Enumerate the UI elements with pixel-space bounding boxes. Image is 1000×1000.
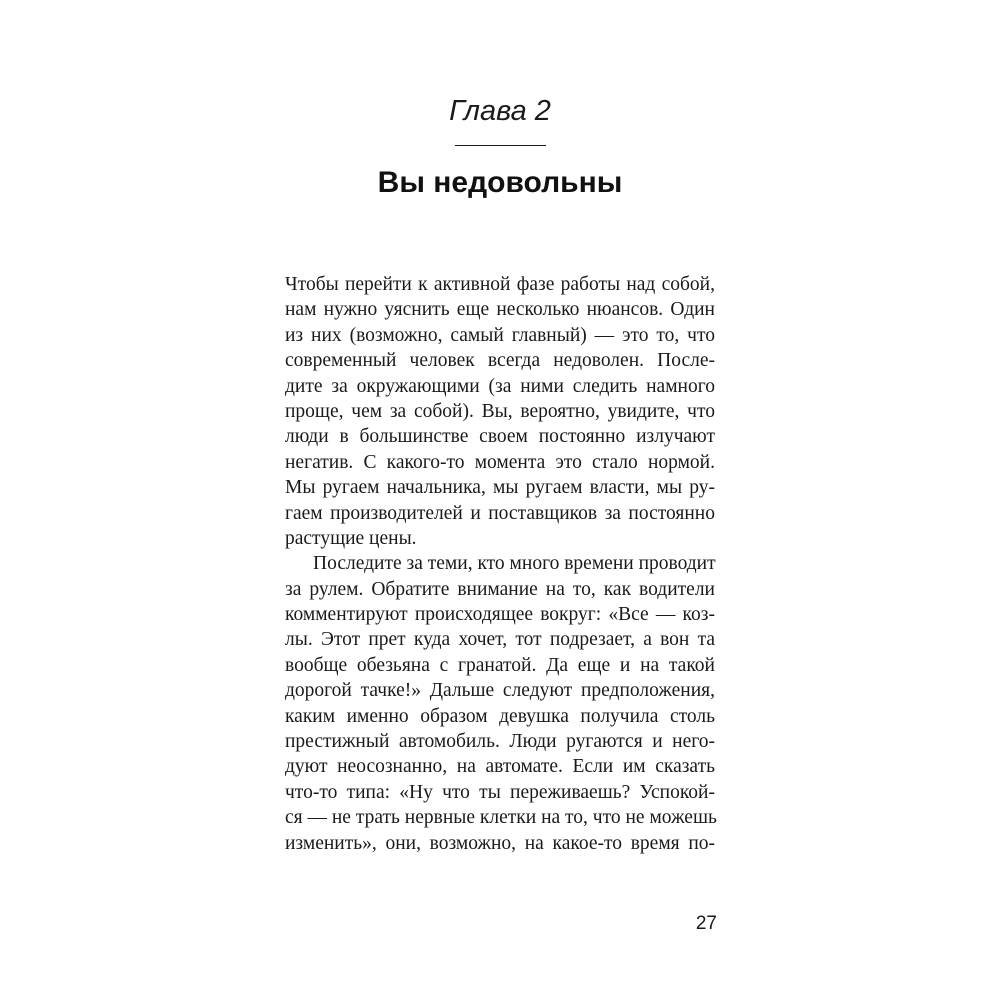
text-line: дите за окружающими (за ними следить намного — [285, 375, 715, 397]
paragraph-2 — [285, 551, 715, 856]
text-line: изменить», они, возможно, на какое-то время по- — [285, 832, 715, 854]
text-line: лы. Этот прет куда хочет, тот подрезает, а вон та — [285, 629, 715, 651]
text-line: Последите за теми, кто много времени проводит — [313, 553, 716, 575]
text-line: современный человек всегда недоволен. После- — [285, 350, 715, 372]
text-line: престижный автомобиль. Люди ругаются и него- — [285, 731, 715, 753]
text-line: ся — не трать нервные клетки на то, что не можешь — [285, 807, 717, 829]
text-line: Чтобы перейти к активной фазе работы над собой, — [285, 274, 715, 295]
text-line: проще, чем за собой). Вы, вероятно, увидите, что — [285, 400, 715, 422]
body-text — [285, 272, 715, 856]
text-line: негатив. С какого-то момента это стало нормой. — [285, 451, 715, 473]
text-line: Мы ругаем начальника, мы ругаем власти, мы ру- — [285, 477, 715, 499]
text-line: люди в большинстве своем постоянно излучают — [285, 426, 715, 448]
text-line: что-то типа: «Ну что ты переживаешь? Успокой- — [285, 781, 715, 803]
text-line: растущие цены. — [285, 527, 417, 549]
text-line: вообще обезьяна с гранатой. Да еще и на такой — [285, 654, 715, 676]
text-line: за рулем. Обратите внимание на то, как водители — [285, 578, 715, 600]
text-line: комментируют происходящее вокруг: «Все — коз- — [285, 604, 715, 626]
text-line: нам нужно уяснить еще несколько нюансов. Один — [285, 299, 715, 321]
text-line: дуют неосознанно, на автомате. Если им сказать — [285, 756, 715, 778]
text-line: гаем производителей и поставщиков за постоянно — [285, 502, 715, 524]
text-line: из них (возможно, самый главный) — это то, что — [285, 324, 715, 346]
chapter-label: Глава 2 — [449, 95, 551, 127]
text-line: дорогой тачке!» Дальше следуют предположения, — [285, 680, 715, 702]
chapter-title: Вы недовольны — [377, 166, 623, 199]
paragraph-1 — [285, 272, 715, 551]
chapter-divider — [455, 145, 546, 146]
page-number: 27 — [695, 913, 717, 934]
text-line: каким именно образом девушка получила столь — [285, 705, 715, 727]
